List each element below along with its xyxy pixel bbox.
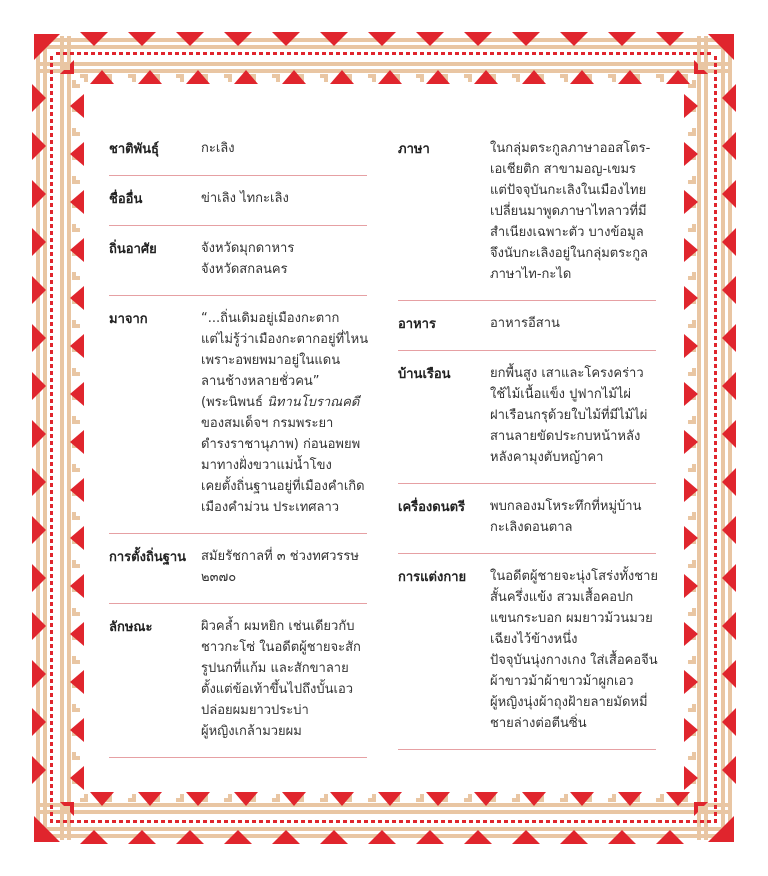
language-label: ภาษา	[398, 142, 430, 157]
dress-line: ผู้หญิงนุ่งผ้าถุงฝ้ายลายมัดหมี่	[490, 695, 648, 710]
instrument-value	[490, 496, 656, 538]
dress-line: ชายล่างต่อตีนซิ่น	[490, 716, 587, 731]
house-line: ฝาเรือนกรุด้วยใบไม้ที่มีไม้ไผ่	[490, 408, 648, 423]
characteristics-line: รูปนกที่แก้ม และสักขาลาย	[201, 661, 349, 676]
settlement-line: สมัยรัชกาลที่ ๓ ช่วงทศวรรษ	[201, 549, 359, 564]
info-row-ethnicity	[109, 128, 367, 176]
house-line: หลังคามุงตับหญ้าคา	[490, 450, 604, 465]
origin-line: “...ถิ่นเดิมอยู่เมืองกะตาก	[201, 311, 340, 326]
dress-line: แขนกระบอก ผมยาวม้วนมวย	[490, 611, 653, 626]
other-names-line: ข่าเลิง ไทกะเลิง	[201, 191, 289, 206]
residence-label: ถิ่นอาศัย	[109, 242, 157, 257]
info-row-other-names	[109, 176, 367, 226]
ethnicity-line: กะเลิง	[201, 141, 235, 156]
dress-line: สั้นครึ่งแข้ง สวมเสื้อคอปก	[490, 590, 634, 605]
instrument-line: กะเลิงดอนตาล	[490, 520, 573, 535]
info-row-house	[398, 351, 656, 484]
residence-line: จังหวัดสกลนคร	[201, 262, 288, 277]
info-row-food	[398, 301, 656, 351]
house-label: บ้านเรือน	[398, 367, 451, 382]
dress-line: ในอดีตผู้ชายจะนุ่งโสร่งทั้งชาย	[490, 569, 659, 584]
origin-label: มาจาก	[109, 312, 148, 327]
origin-line: มาทางฝั่งขวาแม่น้ำโขง	[201, 458, 332, 473]
language-value	[490, 138, 656, 285]
info-row-characteristics	[109, 604, 367, 758]
info-row-settlement	[109, 534, 367, 604]
language-line: เอเชียติก สาขามอญ-เขมร	[490, 162, 637, 177]
characteristics-line: ชาวกะโซ่ ในอดีตผู้ชายจะสัก	[201, 640, 361, 655]
instrument-label: เครื่องดนตรี	[398, 500, 466, 515]
residence-value	[201, 238, 367, 280]
language-line: จึงนับกะเลิงอยู่ในกลุ่มตระกูล	[490, 246, 649, 261]
info-row-residence	[109, 226, 367, 296]
origin-line: ของสมเด็จฯ กรมพระยา	[201, 416, 334, 431]
dress-value	[490, 566, 658, 734]
origin-line: เคยตั้งถิ่นฐานอยู่ที่เมืองคำเกิด	[201, 479, 365, 494]
info-row-origin	[109, 296, 367, 534]
characteristics-label: ลักษณะ	[109, 620, 153, 635]
house-line: ใช้ไม้เนื้อแข็ง ปูฟากไม้ไผ่	[490, 387, 632, 402]
characteristics-line: ผู้หญิงเกล้ามวยผม	[201, 724, 302, 739]
settlement-label: การตั้งถิ่นฐาน	[109, 550, 187, 565]
language-line: สำเนียงเฉพาะตัว บางข้อมูล	[490, 225, 644, 240]
residence-line: จังหวัดมุกดาหาร	[201, 241, 295, 256]
other-names-label: ชื่ออื่น	[109, 192, 143, 207]
house-line: ยกพื้นสูง เสาและโครงคร่าว	[490, 366, 644, 381]
language-line: เปลี่ยนมาพูดภาษาไทลาวที่มี	[490, 204, 647, 219]
dress-label: การแต่งกาย	[398, 570, 467, 585]
other-names-value	[201, 188, 367, 210]
origin-value	[201, 308, 368, 518]
language-line: ในกลุ่มตระกูลภาษาออสโตร-	[490, 141, 651, 156]
origin-line: แต่ไม่รู้ว่าเมืองกะตากอยู่ที่ไหน	[201, 332, 369, 347]
origin-line: เมืองคำม่วน ประเทศลาว	[201, 500, 340, 515]
settlement-line: ๒๓๗๐	[201, 570, 237, 585]
food-label: อาหาร	[398, 317, 436, 332]
ethnicity-value	[201, 138, 367, 160]
info-row-dress	[398, 554, 659, 750]
instrument-line: พบกลองมโหระทึกที่หมู่บ้าน	[490, 499, 642, 514]
info-row-language	[398, 128, 656, 301]
origin-line: เพราะอพยพมาอยู่ในแดน	[201, 353, 341, 368]
ethnicity-label: ชาติพันธุ์	[109, 142, 159, 157]
house-value	[490, 363, 656, 468]
origin-line: (พระนิพนธ์ นิทานโบราณคดี	[201, 395, 360, 410]
info-row-instrument	[398, 484, 656, 554]
food-value	[490, 313, 656, 335]
dress-line: ปัจจุบันนุ่งกางเกง ใส่เสื้อคอจีน	[490, 653, 658, 668]
characteristics-line: ปล่อยผมยาวประบ่า	[201, 703, 309, 718]
dress-line: เฉียงไว้ข้างหนึ่ง	[490, 632, 578, 647]
left-info-column	[109, 128, 367, 758]
language-line: แต่ปัจจุบันกะเลิงในเมืองไทย	[490, 183, 647, 198]
food-line: อาหารอีสาน	[490, 316, 560, 331]
right-info-column	[398, 128, 659, 750]
house-line: สานลายขัดประกบหน้าหลัง	[490, 429, 641, 444]
dress-line: ผ้าขาวม้าผ้าขาวม้าผูกเอว	[490, 674, 634, 689]
origin-line: ลานช้างหลายชั่วคน”	[201, 374, 320, 389]
origin-line: ดำรงราชานุภาพ) ก่อนอพยพ	[201, 437, 361, 452]
characteristics-line: ผิวคล้ำ ผมหยิก เช่นเดียวกับ	[201, 619, 355, 634]
characteristics-value	[201, 616, 367, 742]
settlement-value	[201, 546, 367, 588]
characteristics-line: ตั้งแต่ข้อเท้าขึ้นไปถึงบั้นเอว	[201, 682, 354, 697]
language-line: ภาษาไท-กะได	[490, 267, 572, 282]
